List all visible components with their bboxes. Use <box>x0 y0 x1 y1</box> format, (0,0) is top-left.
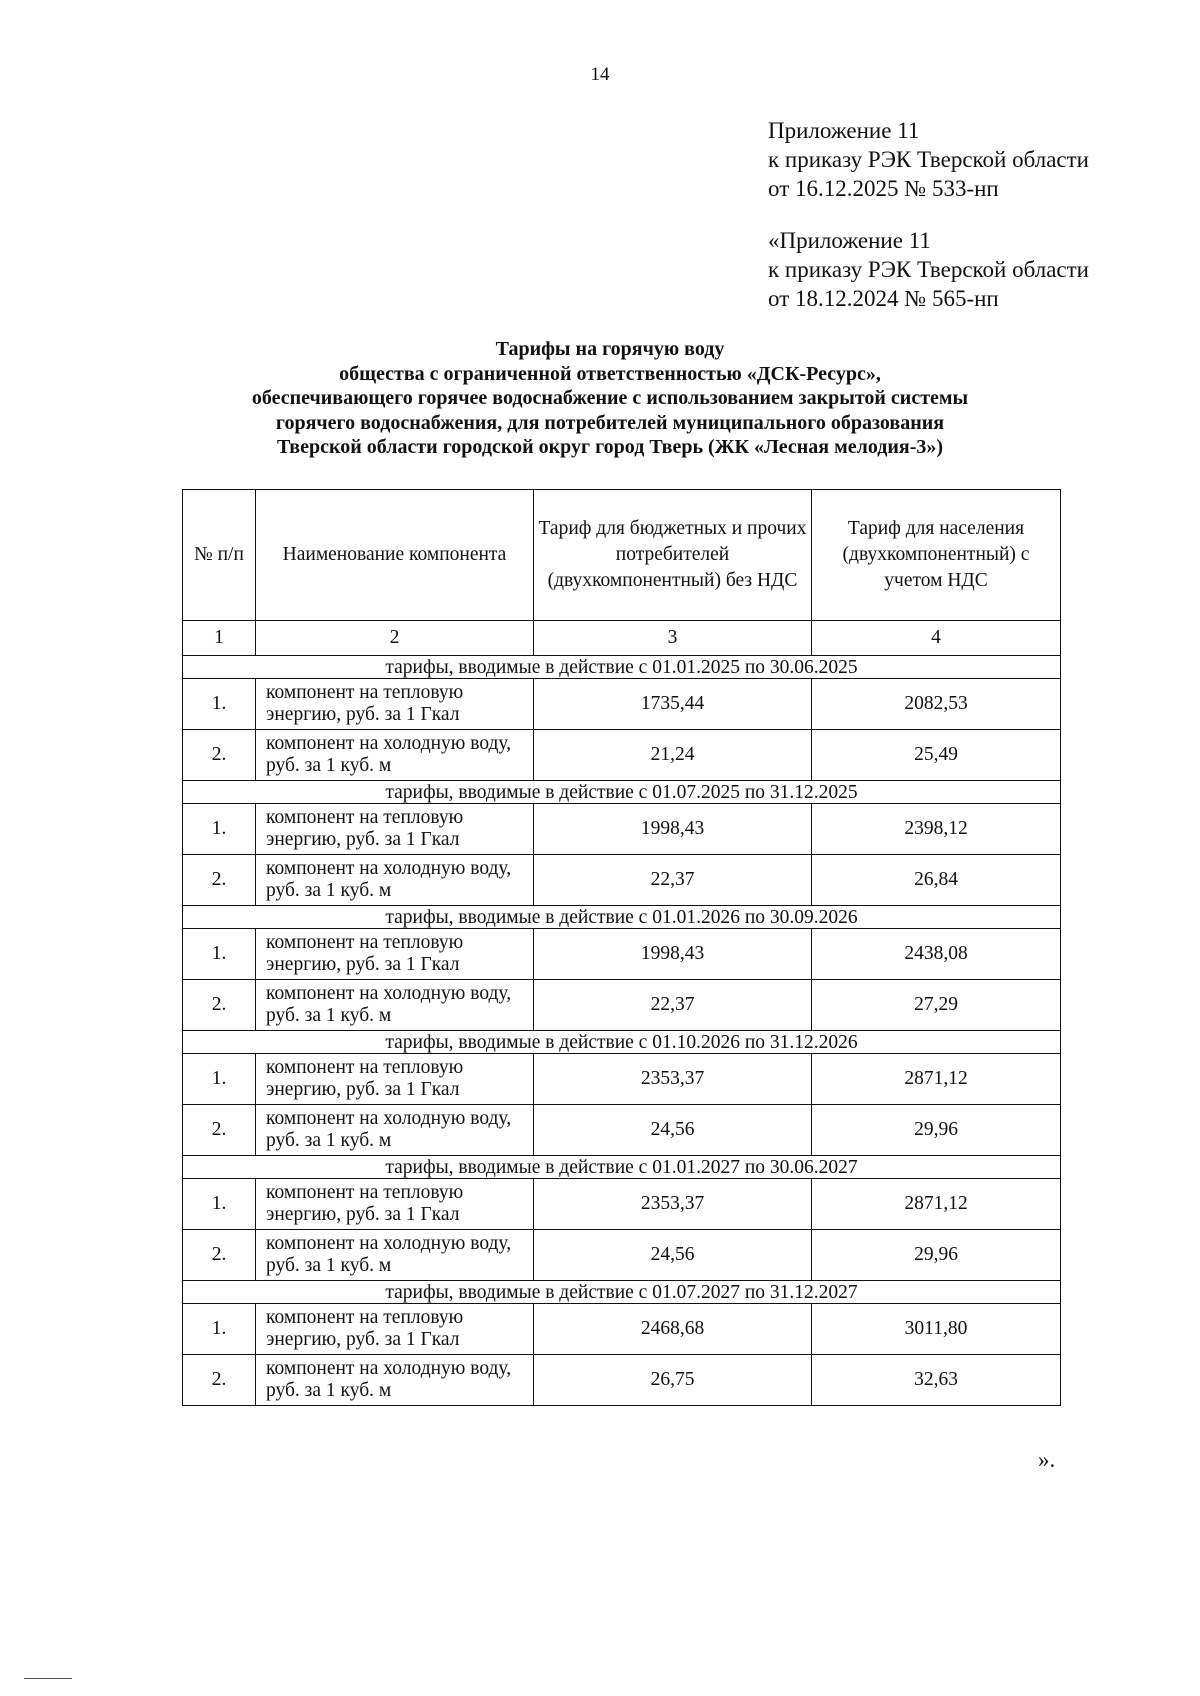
row-index: 2. <box>183 855 256 906</box>
component-name: компонент на тепловую энергию, руб. за 1 Гкал <box>256 929 534 980</box>
period-row <box>183 1031 1061 1054</box>
population-tariff-value: 29,96 <box>812 1105 1061 1156</box>
page-number: 14 <box>590 64 610 85</box>
component-name: компонент на холодную воду, руб. за 1 куб. м <box>256 1355 534 1406</box>
annex-new-line-3: от 16.12.2025 № 533-нп <box>768 176 999 201</box>
header-index: № п/п <box>183 490 256 621</box>
period-row <box>183 781 1061 804</box>
component-name: компонент на холодную воду, руб. за 1 куб. м <box>256 855 534 906</box>
closing-quote: ». <box>1038 1447 1056 1472</box>
tariff-table <box>182 489 1061 1406</box>
budget-tariff-value: 2353,37 <box>534 1179 812 1230</box>
period-row <box>183 1281 1061 1304</box>
budget-tariff-value: 24,56 <box>534 1105 812 1156</box>
period-row <box>183 906 1061 929</box>
population-tariff-value: 29,96 <box>812 1230 1061 1281</box>
component-name: компонент на холодную воду, руб. за 1 куб. м <box>256 730 534 781</box>
row-index: 1. <box>183 1304 256 1355</box>
row-index: 2. <box>183 1230 256 1281</box>
header-budget-tariff: Тариф для бюджетных и прочих потребителей (двухкомпонентный) без НДС <box>534 490 812 621</box>
budget-tariff-value: 24,56 <box>534 1230 812 1281</box>
period-label: тарифы, вводимые в действие с 01.10.2026 по 31.12.2026 <box>183 1031 1061 1054</box>
table-row <box>183 730 1061 781</box>
component-name: компонент на холодную воду, руб. за 1 куб. м <box>256 1230 534 1281</box>
row-index: 2. <box>183 980 256 1031</box>
population-tariff-value: 27,29 <box>812 980 1061 1031</box>
table-body <box>183 621 1061 1406</box>
table-row <box>183 679 1061 730</box>
title-line-3: обеспечивающего горячее водоснабжение с использованием закрытой системы <box>251 387 969 409</box>
population-tariff-value: 2871,12 <box>812 1054 1061 1105</box>
column-number: 1 <box>183 621 256 656</box>
budget-tariff-value: 22,37 <box>534 855 812 906</box>
annex-new-line-2: к приказу РЭК Тверской области <box>768 147 1089 172</box>
population-tariff-value: 32,63 <box>812 1355 1061 1406</box>
annex-reference-old <box>768 226 1089 313</box>
period-row <box>183 656 1061 679</box>
budget-tariff-value: 1998,43 <box>534 804 812 855</box>
row-index: 2. <box>183 1355 256 1406</box>
title-line-1: Тарифы на горячую воду <box>495 338 725 360</box>
annex-old-line-3: от 18.12.2024 № 565-нп <box>768 286 999 311</box>
document-title <box>150 337 1070 460</box>
title-line-5: Тверской области городской округ город Тверь (ЖК «Лесная мелодия-3») <box>276 436 944 458</box>
footer-line <box>24 1678 72 1679</box>
budget-tariff-value: 22,37 <box>534 980 812 1031</box>
header-population-tariff: Тариф для населения (двухкомпонентный) с учетом НДС <box>812 490 1061 621</box>
table-header-row <box>183 490 1061 621</box>
row-index: 1. <box>183 679 256 730</box>
annex-reference-new <box>768 116 1089 203</box>
column-number: 3 <box>534 621 812 656</box>
table-row <box>183 929 1061 980</box>
column-number-row <box>183 621 1061 656</box>
budget-tariff-value: 21,24 <box>534 730 812 781</box>
period-label: тарифы, вводимые в действие с 01.07.2025 по 31.12.2025 <box>183 781 1061 804</box>
component-name: компонент на тепловую энергию, руб. за 1 Гкал <box>256 1304 534 1355</box>
period-label: тарифы, вводимые в действие с 01.01.2025 по 30.06.2025 <box>183 656 1061 679</box>
budget-tariff-value: 1735,44 <box>534 679 812 730</box>
component-name: компонент на тепловую энергию, руб. за 1 Гкал <box>256 1054 534 1105</box>
component-name: компонент на холодную воду, руб. за 1 куб. м <box>256 1105 534 1156</box>
component-name: компонент на тепловую энергию, руб. за 1 Гкал <box>256 1179 534 1230</box>
population-tariff-value: 25,49 <box>812 730 1061 781</box>
budget-tariff-value: 2353,37 <box>534 1054 812 1105</box>
budget-tariff-value: 1998,43 <box>534 929 812 980</box>
title-line-4: горячего водоснабжения, для потребителей муниципального образования <box>275 411 945 434</box>
row-index: 1. <box>183 804 256 855</box>
population-tariff-value: 3011,80 <box>812 1304 1061 1355</box>
column-number: 4 <box>812 621 1061 656</box>
component-name: компонент на тепловую энергию, руб. за 1 Гкал <box>256 804 534 855</box>
period-row <box>183 1156 1061 1179</box>
header-component-name: Наименование компонента <box>256 490 534 621</box>
table-row <box>183 1355 1061 1406</box>
annex-old-line-1: «Приложение 11 <box>768 228 931 253</box>
population-tariff-value: 26,84 <box>812 855 1061 906</box>
budget-tariff-value: 2468,68 <box>534 1304 812 1355</box>
row-index: 1. <box>183 1179 256 1230</box>
component-name: компонент на тепловую энергию, руб. за 1 Гкал <box>256 679 534 730</box>
annex-old-line-2: к приказу РЭК Тверской области <box>768 257 1089 282</box>
row-index: 2. <box>183 730 256 781</box>
row-index: 1. <box>183 1054 256 1105</box>
row-index: 2. <box>183 1105 256 1156</box>
population-tariff-value: 2871,12 <box>812 1179 1061 1230</box>
population-tariff-value: 2082,53 <box>812 679 1061 730</box>
table-row <box>183 1054 1061 1105</box>
budget-tariff-value: 26,75 <box>534 1355 812 1406</box>
table-row <box>183 1105 1061 1156</box>
annex-new-line-1: Приложение 11 <box>768 118 920 143</box>
table-row <box>183 1179 1061 1230</box>
population-tariff-value: 2438,08 <box>812 929 1061 980</box>
period-label: тарифы, вводимые в действие с 01.07.2027 по 31.12.2027 <box>183 1281 1061 1304</box>
row-index: 1. <box>183 929 256 980</box>
table-row <box>183 1230 1061 1281</box>
table-row <box>183 980 1061 1031</box>
table-row <box>183 1304 1061 1355</box>
population-tariff-value: 2398,12 <box>812 804 1061 855</box>
period-label: тарифы, вводимые в действие с 01.01.2026 по 30.09.2026 <box>183 906 1061 929</box>
table-row <box>183 804 1061 855</box>
table-row <box>183 855 1061 906</box>
column-number: 2 <box>256 621 534 656</box>
component-name: компонент на холодную воду, руб. за 1 куб. м <box>256 980 534 1031</box>
period-label: тарифы, вводимые в действие с 01.01.2027 по 30.06.2027 <box>183 1156 1061 1179</box>
title-line-2: общества с ограниченной ответственностью «ДСК-Ресурс», <box>339 362 881 385</box>
